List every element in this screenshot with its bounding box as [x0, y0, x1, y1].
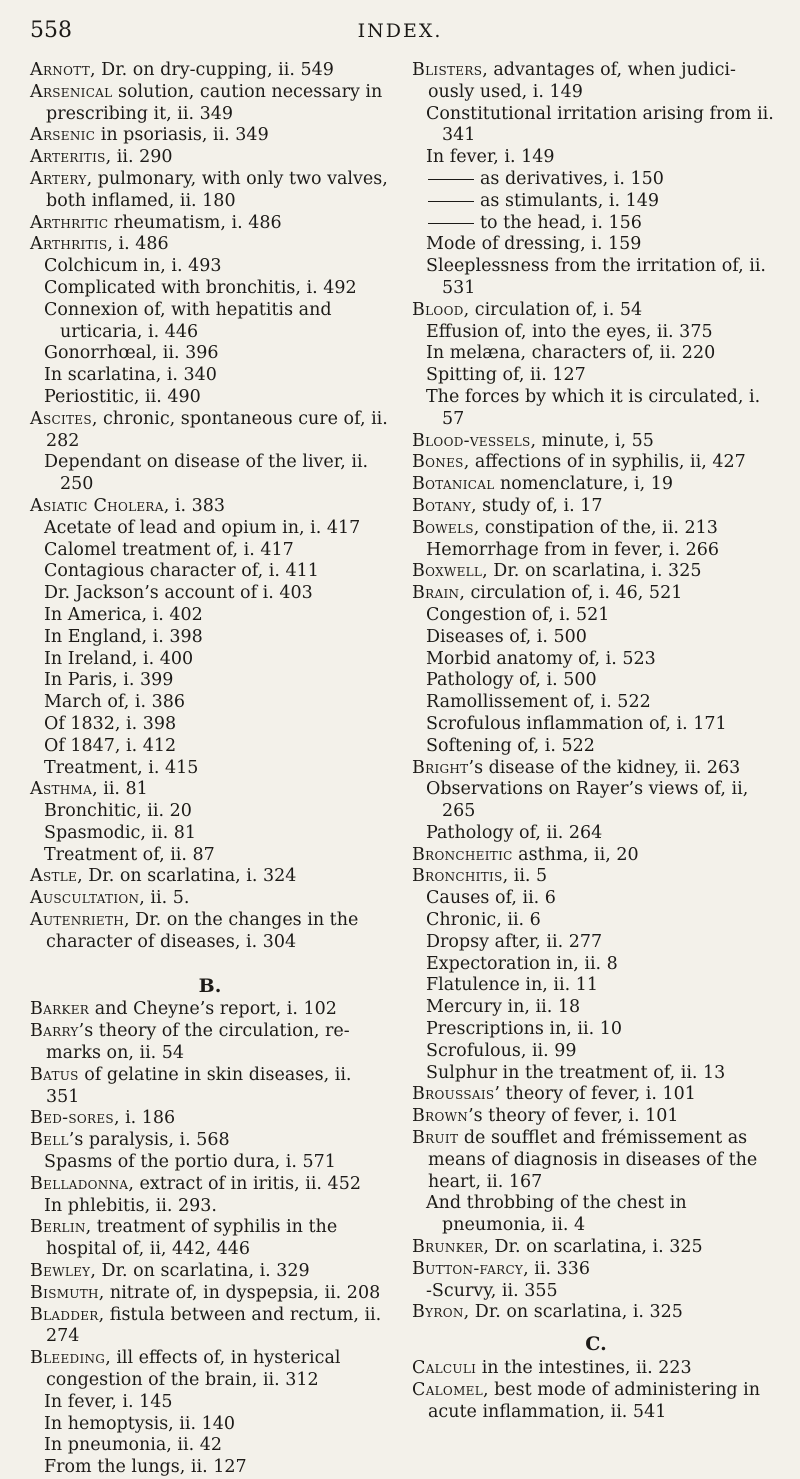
index-subentry: Scrofulous, ii. 99: [426, 1040, 577, 1061]
entry-headword: Barry: [30, 1021, 79, 1042]
entry-text: , ill effects of, in hysterical congestion of the brain, ii. 312: [46, 1348, 341, 1391]
index-column-left: [30, 60, 390, 1479]
index-subentry: Periostitic, ii. 490: [44, 386, 201, 407]
index-entry: [30, 1021, 390, 1065]
entry-text: ’s disease of the kidney, ii. 263: [468, 757, 741, 778]
index-entry: [30, 60, 390, 82]
subentry-text: as stimulants, i. 149: [480, 190, 660, 211]
index-subentry: In fever, i. 149: [426, 147, 555, 168]
entry-text: of gelatine in skin diseases, ii. 351: [46, 1064, 352, 1107]
entry-text: , Dr. on scarlatina, i. 325: [482, 561, 702, 582]
index-subentry: Morbid anatomy of, i. 523: [426, 648, 656, 669]
entry-text: in the intestines, ii. 223: [476, 1358, 692, 1379]
index-subentry: Dropsy after, ii. 277: [426, 931, 603, 952]
index-entry: [412, 1302, 780, 1324]
index-entry: [30, 147, 390, 169]
index-entry: [412, 1259, 780, 1281]
entry-text: asthma, ii, 20: [512, 844, 639, 865]
index-entry: [30, 1283, 390, 1305]
entry-headword: Autenrieth: [30, 910, 125, 931]
entry-text: , Dr. on the changes in the character of diseases, i. 304: [46, 910, 359, 952]
index-subentry: In fever, i. 145: [44, 1391, 173, 1412]
index-subentry: March of, i. 386: [44, 692, 185, 713]
index-subentry: Scrofulous inflammation of, i. 171: [426, 713, 727, 734]
index-entry: [412, 60, 780, 104]
entry-text: , ii. 336: [523, 1258, 591, 1279]
index-subentry: Contagious character of, i. 411: [44, 561, 319, 582]
index-entry: [412, 1237, 780, 1259]
entry-text: , pulmonary, with only two valves, both inflamed, ii. 180: [46, 168, 388, 211]
entry-headword: Brunker: [412, 1237, 484, 1258]
index-entry: [412, 1380, 780, 1424]
entry-headword: Barker: [30, 999, 90, 1020]
index-entry: [412, 758, 780, 780]
entry-text: rheumatism, i. 486: [108, 212, 282, 233]
index-subentry: Softening of, i. 522: [426, 735, 595, 756]
index-subentry-repeat: [412, 213, 780, 235]
entry-text: and Cheyne’s report, i. 102: [89, 999, 337, 1020]
index-entry: [412, 583, 780, 605]
index-subentry: Dr. Jackson’s account of i. 403: [44, 583, 313, 604]
index-subentry: And throbbing of the chest in pneumonia, ii. 4: [426, 1193, 687, 1236]
index-subentry: In America, i. 402: [44, 604, 203, 625]
entry-headword: Bowels: [412, 517, 474, 538]
entry-text: ’s theory of fever, i. 101: [468, 1106, 679, 1127]
subentry-text: as derivatives, i. 150: [480, 168, 664, 189]
entry-headword: Bleeding: [30, 1348, 106, 1369]
entry-text: , best mode of administering in acute inflammation, ii. 541: [428, 1379, 761, 1422]
index-subentry: Sulphur in the treatment of, ii. 13: [426, 1062, 726, 1083]
index-subentry: Of 1847, i. 412: [44, 735, 177, 756]
section-letter-heading: B.: [198, 974, 222, 997]
index-entry: [30, 999, 390, 1021]
index-entry: [30, 496, 390, 518]
index-subentry: Treatment of, ii. 87: [44, 844, 215, 865]
index-subentry: Expectoration in, ii. 8: [426, 953, 618, 974]
entry-text: , chronic, spontaneous cure of, ii. 282: [46, 408, 388, 451]
index-subentry: In Paris, i. 399: [44, 670, 174, 691]
index-entry: [30, 910, 390, 954]
entry-headword: Arthritic: [30, 212, 109, 233]
index-subentry: Ramollissement of, i. 522: [426, 692, 651, 713]
index-entry: [30, 866, 390, 888]
index-subentry: Constitutional irritation arising from ii. 341: [426, 103, 774, 146]
index-subentry: Flatulence in, ii. 11: [426, 975, 599, 996]
index-subentry: Calomel treatment of, i. 417: [44, 539, 294, 560]
entry-headword: Blood: [412, 299, 464, 320]
entry-headword: Brain: [412, 583, 460, 604]
index-entry: [412, 845, 780, 867]
index-subentry: Mode of dressing, i. 159: [426, 234, 642, 255]
index-subentry: In scarlatina, i. 340: [44, 365, 217, 386]
index-subentry: Prescriptions in, ii. 10: [426, 1019, 623, 1040]
entry-text: , circulation of, i. 46, 521: [459, 583, 683, 604]
index-subentry: -Scurvy, ii. 355: [426, 1280, 558, 1301]
index-subentry: Effusion of, into the eyes, ii. 375: [426, 321, 713, 342]
index-subentry: Bronchitic, ii. 20: [44, 801, 192, 822]
index-subentry: Chronic, ii. 6: [426, 910, 541, 931]
entry-text: , ii. 5: [502, 866, 548, 887]
index-entry: [30, 1130, 390, 1152]
index-entry: [412, 431, 780, 453]
entry-headword: Arsenical: [30, 81, 113, 102]
entry-headword: Boxwell: [412, 561, 483, 582]
entry-headword: Bright: [412, 757, 469, 778]
entry-text: , circulation of, i. 54: [463, 299, 643, 320]
entry-headword: Arsenic: [30, 125, 96, 146]
index-subentry: Congestion of, i. 521: [426, 604, 610, 625]
index-entry: [30, 1305, 390, 1349]
entry-headword: Bell: [30, 1130, 69, 1151]
running-head: INDEX.: [357, 20, 443, 42]
index-entry: [412, 474, 780, 496]
entry-headword: Byron: [412, 1302, 464, 1323]
index-subentry: Sleeplessness from the irritation of, ii. 531: [426, 256, 766, 298]
entry-text: , minute, i, 55: [530, 430, 654, 451]
entry-text: ’ theory of fever, i. 101: [494, 1084, 696, 1105]
ditto-dash: [428, 201, 474, 202]
entry-headword: Bewley: [30, 1261, 91, 1282]
index-entry: [30, 1174, 390, 1196]
index-subentry: Acetate of lead and opium in, i. 417: [44, 517, 361, 538]
index-entry: [30, 213, 390, 235]
ditto-dash: [428, 223, 474, 224]
entry-headword: Blisters: [412, 60, 483, 80]
entry-headword: Asiatic Cholera: [30, 495, 164, 516]
entry-headword: Batus: [30, 1064, 79, 1085]
index-subentry: Observations on Rayer’s views of, ii, 265: [426, 779, 749, 822]
entry-text: , fistula between and rectum, ii. 274: [46, 1304, 382, 1347]
index-entry: [30, 1217, 390, 1261]
index-entry: [30, 169, 390, 213]
entry-headword: Bismuth: [30, 1282, 99, 1303]
index-subentry: In Ireland, i. 400: [44, 648, 194, 669]
index-entry: [412, 866, 780, 888]
entry-headword: Button-farcy: [412, 1258, 524, 1279]
entry-headword: Arnott: [30, 60, 91, 80]
index-subentry: From the lungs, ii. 127: [44, 1457, 247, 1478]
entry-headword: Ascites: [30, 408, 92, 429]
entry-text: , Dr. on dry-cupping, ii. 549: [90, 60, 334, 80]
entry-text: , affections of in syphilis, ii, 427: [463, 452, 746, 473]
entry-text: , study of, i. 17: [470, 495, 603, 516]
index-subentry: Colchicum in, i. 493: [44, 256, 222, 277]
index-subentry: Connexion of, with hepatitis and urticaria, i. 446: [44, 299, 332, 342]
index-subentry-repeat: [412, 169, 780, 191]
index-entry: [412, 1128, 780, 1193]
entry-headword: Calculi: [412, 1358, 477, 1379]
index-entry: [30, 125, 390, 147]
entry-text: , Dr. on scarlatina, i. 329: [90, 1261, 310, 1282]
index-entry: [412, 518, 780, 540]
entry-headword: Arthritis: [30, 234, 108, 255]
index-entry: [30, 82, 390, 126]
entry-text: , i. 186: [113, 1108, 176, 1129]
index-subentry: Dependant on disease of the liver, ii. 250: [44, 452, 369, 495]
index-subentry: Pathology of, ii. 264: [426, 822, 603, 843]
entry-headword: Bones: [412, 452, 464, 473]
entry-headword: Bladder: [30, 1304, 99, 1325]
entry-text: , i. 486: [107, 234, 169, 255]
index-column-right: [412, 60, 780, 1423]
entry-headword: Bruit: [412, 1128, 459, 1149]
entry-headword: Artery: [30, 168, 87, 189]
entry-text: , Dr. on scarlatina, i. 324: [77, 866, 297, 887]
entry-text: , Dr. on scarlatina, i. 325: [463, 1302, 683, 1323]
index-subentry: Pathology of, i. 500: [426, 670, 597, 691]
index-subentry: Mercury in, ii. 18: [426, 997, 581, 1018]
entry-text: , ii. 290: [105, 147, 173, 168]
index-subentry-repeat: [412, 191, 780, 213]
index-entry: [30, 409, 390, 453]
subentry-text: to the head, i. 156: [480, 212, 642, 233]
index-subentry: Gonorrhœal, ii. 396: [44, 343, 219, 364]
entry-headword: Calomel: [412, 1379, 483, 1400]
index-subentry: The forces by which it is circulated, i. 57: [426, 386, 761, 429]
index-entry: [30, 1108, 390, 1130]
index-subentry: Spasmodic, ii. 81: [44, 822, 197, 843]
index-subentry: In melæna, characters of, ii. 220: [426, 343, 716, 364]
index-entry: [412, 1084, 780, 1106]
page-number: 558: [30, 18, 72, 43]
index-entry: [30, 1065, 390, 1109]
entry-text: , ii. 5.: [139, 888, 190, 909]
index-entry: [412, 561, 780, 583]
entry-text: , extract of in iritis, ii. 452: [128, 1173, 361, 1194]
index-subentry: Spasms of the portio dura, i. 571: [44, 1152, 336, 1173]
index-entry: [30, 1261, 390, 1283]
entry-headword: Bed-sores: [30, 1108, 114, 1129]
entry-headword: Broussais: [412, 1084, 495, 1105]
entry-text: ’s theory of the circulation, re-marks on, ii. 54: [46, 1021, 350, 1064]
entry-headword: Brown: [412, 1106, 469, 1127]
index-subentry: Diseases of, i. 500: [426, 626, 587, 647]
entry-text: , constipation of the, ii. 213: [473, 517, 718, 538]
index-entry: [412, 1106, 780, 1128]
index-entry: [30, 1348, 390, 1392]
index-subentry: Of 1832, i. 398: [44, 713, 177, 734]
entry-headword: Arteritis: [30, 147, 106, 168]
entry-headword: Blood-vessels: [412, 430, 531, 451]
entry-text: nomenclature, i, 19: [494, 474, 674, 495]
entry-headword: Berlin: [30, 1217, 86, 1238]
index-subentry: In phlebitis, ii. 293.: [44, 1195, 217, 1216]
entry-headword: Asthma: [30, 779, 93, 800]
index-subentry: In hemoptysis, ii. 140: [44, 1413, 236, 1434]
entry-text: solution, caution necessary in prescribing it, ii. 349: [46, 81, 383, 124]
entry-text: , nitrate of, in dyspepsia, ii. 208: [98, 1282, 381, 1303]
ditto-dash: [428, 179, 474, 180]
entry-text: , ii. 81: [92, 779, 148, 800]
index-entry: [412, 496, 780, 518]
index-entry: [412, 1358, 780, 1380]
index-entry: [412, 300, 780, 322]
entry-headword: Botanical: [412, 474, 495, 495]
entry-headword: Bronchitis: [412, 866, 503, 887]
index-entry: [412, 452, 780, 474]
index-subentry: Hemorrhage from in fever, i. 266: [426, 539, 720, 560]
entry-text: , Dr. on scarlatina, i. 325: [483, 1237, 703, 1258]
entry-headword: Belladonna: [30, 1173, 129, 1194]
index-subentry: Spitting of, ii. 127: [426, 365, 586, 386]
entry-text: de soufflet and frémissement as means of diagnosis in diseases of the heart, ii. 167: [428, 1128, 758, 1192]
page-header: [30, 18, 770, 48]
entry-text: , treatment of syphilis in the hospital of, ii, 442, 446: [46, 1217, 338, 1260]
index-subentry: In pneumonia, ii. 42: [44, 1435, 222, 1456]
entry-text: ’s paralysis, i. 568: [68, 1130, 230, 1151]
index-subentry: In England, i. 398: [44, 626, 203, 647]
entry-headword: Astle: [30, 866, 78, 887]
index-subentry: Complicated with bronchitis, i. 492: [44, 277, 357, 298]
entry-text: in psoriasis, ii. 349: [95, 125, 269, 146]
index-entry: [30, 234, 390, 256]
entry-headword: Broncheitic: [412, 844, 513, 865]
entry-text: , advantages of, when judici-ously used, i. 149: [428, 60, 736, 102]
index-subentry: Causes of, ii. 6: [426, 888, 556, 909]
index-subentry: Treatment, i. 415: [44, 757, 199, 778]
section-letter-heading: C.: [585, 1333, 607, 1356]
entry-text: , i. 383: [163, 495, 225, 516]
index-entry: [30, 888, 390, 910]
index-entry: [30, 779, 390, 801]
entry-headword: Auscultation: [30, 888, 140, 909]
entry-headword: Botany: [412, 495, 471, 516]
